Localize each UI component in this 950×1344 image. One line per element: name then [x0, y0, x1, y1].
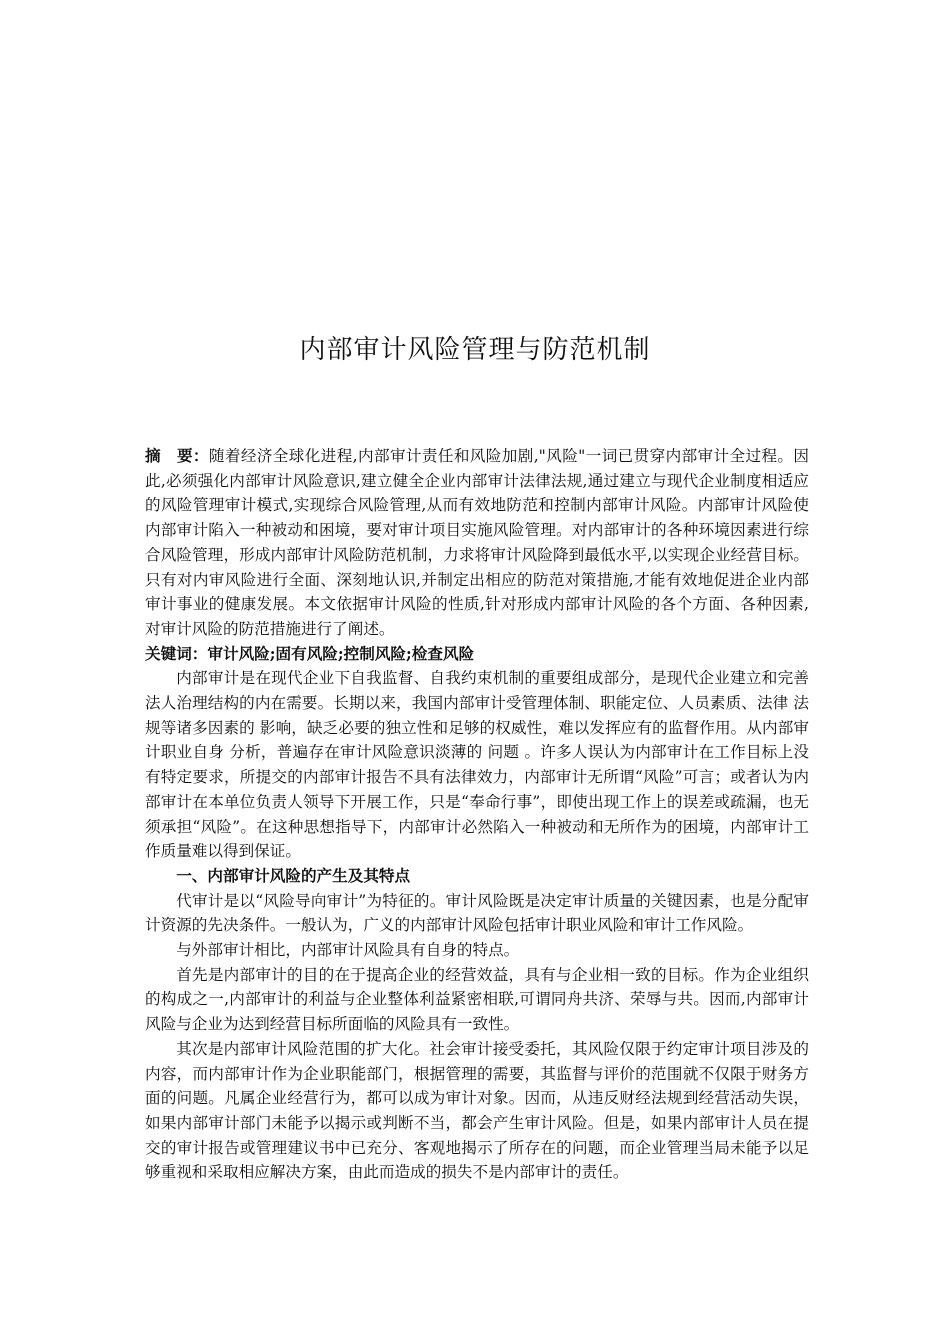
document-body [145, 444, 809, 1185]
paragraph-intro: 内部审计是在现代企业下自我监督、自我约束机制的重要组成部分，是现代企业建立和完善法人治理结构的内在需要。长期以来，我国内部审计受管理体制、职能定位、人员素质、法律 法规等诸多因素的 影响，缺乏必要的独立性和足够的权威性，难以发挥应有的监督作用。从内部审计职业自身 分析，普遍存在审计风险意识淡薄的 问题 。许多人误认为内部审计在工作目标上没有特定要求，所提交的内部审计报告不具有法律效力，内部审计无所谓“风险”可言；或者认为内部审计在本单位负责人领导下开展工作，只是“奉命行事”，即使出现工作上的误差或疏漏，也无须承担“风险”。在这种思想指导下，内部审计必然陷入一种被动和无所作为的困境，内部审计工作质量难以得到保证。 [145, 669, 809, 861]
paragraph-second-point: 其次是内部审计风险范围的扩大化。社会审计接受委托，其风险仅限于约定审计项目涉及的 内容，而内部审计作为企业职能部门，根据管理的需要，其监督与评价的范围就不仅限于财务方面的问题。凡属企业经营行为，都可以成为审计对象。因而，从违反财经法规到经营活动失误，如果内部审计部门未能予以揭示或判断不当，都会产生审计风险。但是，如果内部审计人员在提交的审计报告或管理建议书中已充分、客观地揭示了所存在的问题，而企业管理当局未能予以足够重视和采取相应解决方案，由此而造成的损失不是内部审计的责任。 [145, 1039, 809, 1182]
keywords-text: 审计风险;固有风险;控制风险;检查风险 [207, 643, 475, 663]
abstract-paragraph [145, 444, 809, 642]
abstract-label: 摘 要： [145, 446, 209, 465]
paragraph-first-point: 首先是内部审计的目的在于提高企业的经营效益，具有与企业相一致的目标。作为企业组织的构成之一,内部审计的利益与企业整体利益紧密相联,可谓同舟共济、荣辱与共。因而,内部审计风险与企业为达到经营目标所面临的风险具有一致性。 [145, 965, 809, 1034]
abstract-text: 随着经济全球化进程,内部审计责任和风险加剧,"风险"一词已贯穿内部审计全过程。因此,必须强化内部审计风险意识,建立健全企业内部审计法律法规,通过建立与现代企业制度相适应的风险管理审计模式,实现综合风险管理,从而有效地防范和控制内部审计风险。内部审计风险使内部审计陷入一种被动和困境，要对审计项目实施风险管理。对内部审计的各种环境因素进行综合风险管理，形成内部审计风险防范机制，力求将审计风险降到最低水平,以实现企业经营目标。只有对内审风险进行全面、深刻地认识,并制定出相应的防范对策措施,才能有效地促进企业内部审计事业的健康发展。本文依据审计风险的性质,针对形成内部审计风险的各个方面、各种因素,对审计风险的防范措施进行了阐述。 [145, 447, 809, 638]
keywords-paragraph [145, 642, 809, 667]
paragraph-comparison: 与外部审计相比，内部审计风险具有自身的特点。 [176, 941, 520, 960]
keywords-label: 关键词： [145, 643, 208, 663]
document-title: 内部审计风险管理与防范机制 [299, 335, 651, 365]
section-heading: 一、内部审计风险的产生及其特点 [176, 865, 411, 885]
paragraph-risk-oriented: 代审计是以“风险导向审计”为特征的。审计风险既是决定审计质量的关键因素，也是分配审计资源的先决条件。一般认为，广义的内部审计风险包括审计职业风险和审计工作风险。 [145, 891, 809, 935]
